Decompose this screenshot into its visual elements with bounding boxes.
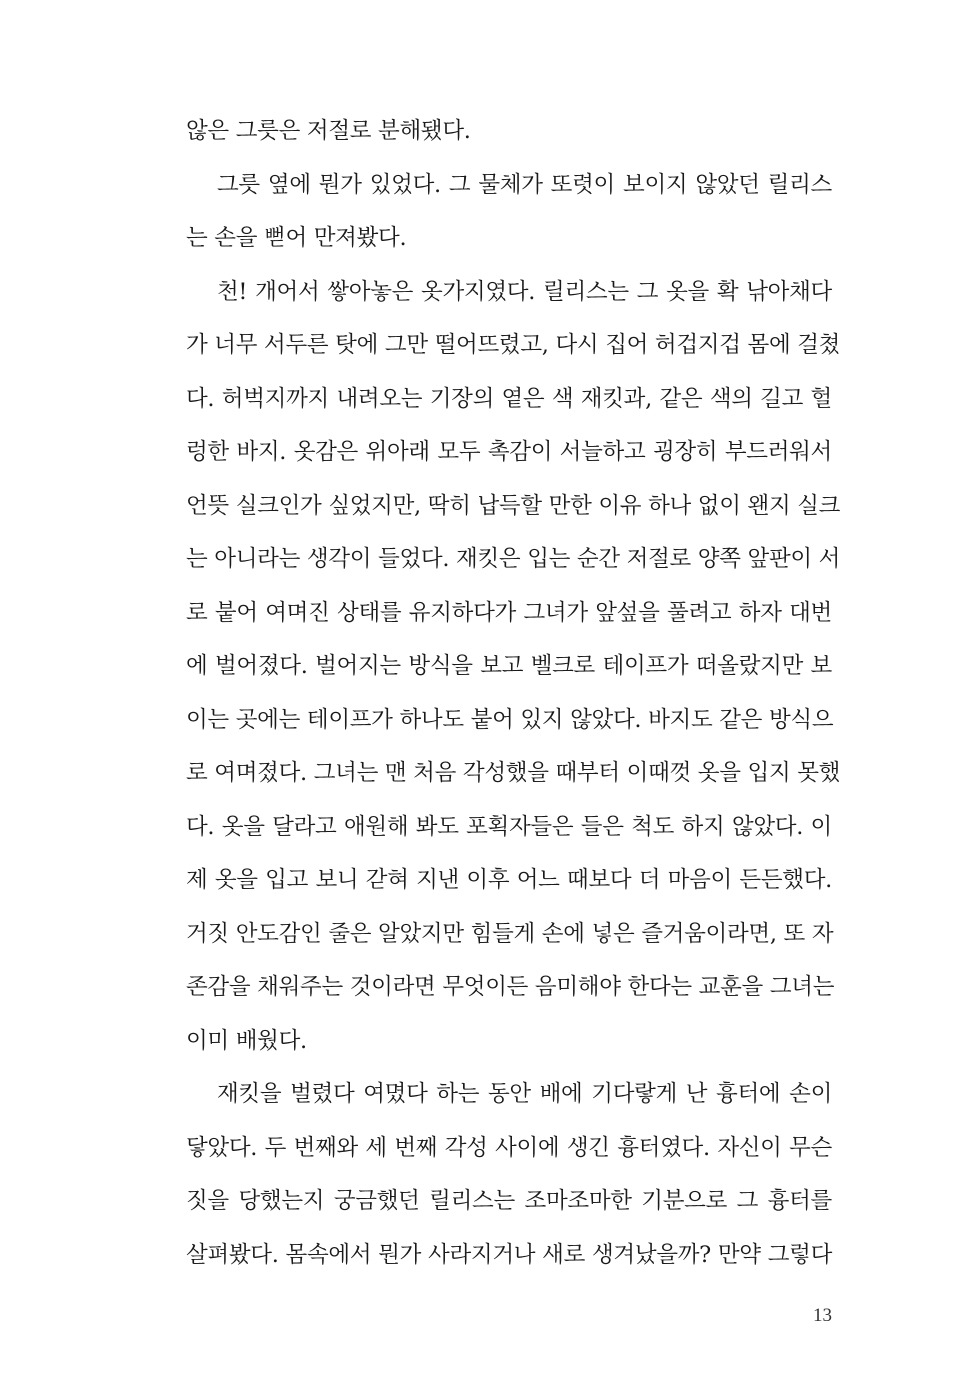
text-line: 로 붙어 여며진 상태를 유지하다가 그녀가 앞섶을 풀려고 하자 대번 bbox=[186, 599, 832, 626]
text-line: 이는 곳에는 테이프가 하나도 붙어 있지 않았다. 바지도 같은 방식으 bbox=[186, 706, 834, 733]
text-line: 다. 옷을 달라고 애원해 봐도 포획자들은 들은 척도 하지 않았다. 이 bbox=[186, 813, 832, 840]
text-line: 렁한 바지. 옷감은 위아래 모두 촉감이 서늘하고 굉장히 부드러워서 bbox=[186, 439, 832, 465]
text-line: 로 여며졌다. 그녀는 맨 처음 각성했을 때부터 이때껏 옷을 입지 못했 bbox=[186, 760, 841, 786]
text-line: 에 벌어졌다. 벌어지는 방식을 보고 벨크로 테이프가 떠올랐지만 보 bbox=[186, 653, 832, 679]
text-line: 않은 그릇은 저절로 분해됐다. bbox=[186, 118, 471, 144]
text-line: 는 손을 뻗어 만져봤다. bbox=[186, 225, 407, 251]
text-line: 천! 개어서 쌓아놓은 옷가지였다. 릴리스는 그 옷을 확 낚아채다 bbox=[217, 278, 832, 305]
text-line: 존감을 채워주는 것이라면 무엇이든 음미해야 한다는 교훈을 그녀는 bbox=[186, 974, 835, 1000]
text-line: 짓을 당했는지 궁금했던 릴리스는 조마조마한 기분으로 그 흉터를 bbox=[186, 1188, 832, 1214]
text-line: 언뜻 실크인가 싶었지만, 딱히 납득할 만한 이유 하나 없이 왠지 실크 bbox=[186, 492, 841, 519]
text-line: 닿았다. 두 번째와 세 번째 각성 사이에 생긴 흉터였다. 자신이 무슨 bbox=[186, 1134, 832, 1161]
text-line: 살펴봤다. 몸속에서 뭔가 사라지거나 새로 생겨났을까? 만약 그렇다 bbox=[186, 1241, 832, 1268]
text-line: 제 옷을 입고 보니 갇혀 지낸 이후 어느 때보다 더 마음이 든든했다. bbox=[186, 867, 832, 893]
text-line: 재킷을 벌렸다 여몄다 하는 동안 배에 기다랗게 난 흉터에 손이 bbox=[217, 1081, 832, 1107]
text-line: 그릇 옆에 뭔가 있었다. 그 물체가 또렷이 보이지 않았던 릴리스 bbox=[217, 171, 832, 198]
text-line: 거짓 안도감인 줄은 알았지만 힘들게 손에 넣은 즐거움이라면, 또 자 bbox=[186, 920, 834, 947]
text-line: 이미 배웠다. bbox=[186, 1027, 307, 1054]
text-line: 는 아니라는 생각이 들었다. 재킷은 입는 순간 저절로 양쪽 앞판이 서 bbox=[186, 546, 841, 572]
text-line: 다. 허벅지까지 내려오는 기장의 옅은 색 재킷과, 같은 색의 길고 헐 bbox=[186, 385, 832, 412]
text-line: 가 너무 서두른 탓에 그만 떨어뜨렸고, 다시 집어 허겁지겁 몸에 걸쳤 bbox=[186, 332, 841, 358]
body-text bbox=[186, 108, 841, 1285]
page-number: 13 bbox=[813, 1305, 832, 1326]
